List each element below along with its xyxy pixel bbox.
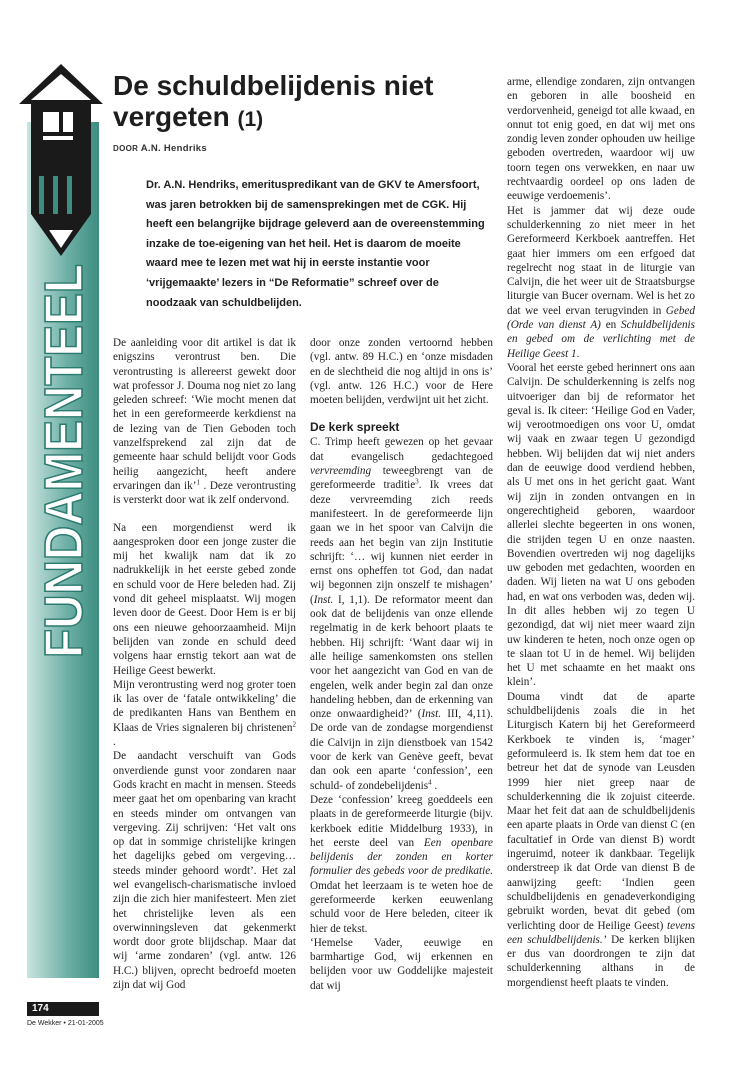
paragraph: De aanleiding voor dit artikel is dat ik enigszins verontrust ben. Die verontrusting is allereerst gewekt door wat professor J. Douma nog niet zo lang geleden schreef: ‘Wie mocht menen dat het in een gereformeerde kerkdienst na de lezing van de Tien Geboden toch vanzelfsprekend zal zijn dat de gemeente haar schuld belijdt voor Gods heilig aangezicht, heeft andere ervaringen dan ik’$^1$ . Deze verontrusting is versterkt door wat ik zelf ondervond.	[113, 337, 296, 507]
page-number: 174	[27, 1002, 99, 1016]
paragraph: Na een morgendienst werd ik aangesproken door een jonge zuster die mij het kwalijk nam dat ik zo nadrukkelijk in het eerste gebed zonde en schuld voor de Here beleden had. Zij vond dit geheel misplaatst. Wij mogen leven door de Geest. Door Hem is er bij ons een nieuwe gehoorzaamheid. Mijn belijden van zonde en schuld deed volgens haar ernstig tekort aan wat de Heilige Geest bewerkt.	[113, 521, 296, 677]
side-category-label	[30, 262, 96, 660]
section-heading: De kerk spreekt	[310, 420, 400, 435]
text-column-2	[310, 336, 493, 993]
paragraph: Deze ‘confession’ kreeg goeddeels een plaats in de gereformeerde liturgie (bijv. kerkboek editie Middelburg 1933), in het eerste deel van Een openbare belijdenis der zonden en korter formulier des gebeds voor de predikatie. Omdat het leerzaam is te weten hoe de gereformeerde kerken eeuwenlang schuld voor de Here beleden, citeer ik hier de tekst.	[310, 793, 493, 935]
footnote-ref[interactable]: 4	[428, 777, 432, 786]
side-category-text: FUNDAMENTEEL	[34, 262, 94, 658]
title-main: De schuldbelijdenis niet vergeten	[113, 70, 434, 132]
text-column-1	[113, 336, 296, 992]
byline	[113, 143, 207, 154]
paragraph: De aandacht verschuift van Gods onverdiende gunst voor zondaren naar Gods kracht en macht in mensen. Steeds meer gaat het om openbaring van kracht en steeds minder om ontvangen van vergeving. Zij schrijven: ‘Het valt ons op dat in sommige christelijke kringen het dagelijks gebed om vergeving… steeds minder gehoord wordt’. Het zal wel evangelisch-charismatische invloed zijn die zich hier manifesteert. Men ziet het christelijke leven als een overwinningsleven dat gekenmerkt wordt door grote blijdschap. Maar dat wij ‘arme zondaren’ (vgl. antw. 126 H.C.) blijven, oprecht bedroefd moeten zijn dat wij God	[113, 750, 296, 992]
author-name: A.N. Hendriks	[140, 143, 207, 154]
paragraph: Douma vindt dat de aparte schuldbelijdenis zoals die in het Liturgisch Katern bij het Gereformeerd Kerkboek te vinden is, ‘mager’ geformuleerd is. Ik stem hem dat toe en betreur het dat de synode van Leusden 1999 hier niet greep naar de schulderkenning die ik zojuist citeerde. Maar het feit dat aan de schuldbelijdenis een aparte plaats in Orde van dienst C (en facultatief in Orde van dienst B) wordt ingeruimd, noteer ik dankbaar. Tegelijk onderstreep ik dat Orde van dienst B de aanwijzing geeft: ‘Indien geen schuldbelijdenis en genadeverkondiging gebruikt worden, bevat dit gebed (om verlichting door de Heilige Geest) tevens een schuldbelijdenis.’ De kerken blijken er dus van doordrongen te zijn dat schulderkenning althans in de morgendienst heeft plaats te vinden.	[507, 690, 695, 989]
paragraph: Het is jammer dat wij deze oude schulderkenning zo niet meer in het Gereformeerd Kerkboek aantreffen. Het gaat hier immers om een erfgoed dat regelrecht nog staat in de liturgie van Calvijn, die het weer uit de Straatsburgse liturgie van Bucer overnam. Wel is het zo dat we veel ervan terugvinden in Gebed (Orde van dienst A) en Schuldbelijdenis en gebed om de verlichting met de Heilige Geest 1.	[507, 204, 695, 360]
paragraph: arme, ellendige zondaren, zijn ontvangen en geboren in alle boosheid en verdorvenheid, geneigd tot alle kwaad, en onnut tot enig goed, en dat wij met ons zondig leven zonder ophouden uw heilige geboden overtreden, waardoor wij uw toorn tegen ons verwekken, en naar uw rechtvaardig oordeel op ons laden de eeuwige verdoemenis’.	[507, 76, 695, 203]
paragraph: C. Trimp heeft gewezen op het gevaar dat evangelisch gedachtegoed vervreemding teweegbrengt van de gereformeerde traditie$^3$. Ik vrees dat deze vervreemding zich reeds manifesteert. In de gereformeerde lijn gaan we in het spoor van Calvijn die reeds aan het begin van zijn Institutie schrijft: ‘… wij kunnen niet eerder in ernst ons opheffen tot God, dan nadat wij begonnen zijn onszelf te mishagen’ (Inst. I, 1,1). De reformator meent dan ook dat de belijdenis van onze ellende regelmatig in de kerk behoort plaats te hebben. Hij schrijft: ‘Want daar wij in alle heilige samenkomsten ons stellen voor het aangezicht van God en van de engelen, welk ander begin zal dan onze handeling hebben, dan de erkenning van onze onwaardigheid?’ (Inst. III, 4,11). De orde van de zondagse morgendienst die Calvijn in zijn dienstboek van 1542 voor de kerk van Genève geeft, bevat dan ook een aparte ‘confession’, een schuld- of zondebelijdenis$^4$ .	[310, 436, 493, 792]
paragraph: ‘Hemelse Vader, eeuwige en barmhartige God, wij erkennen en belijden voor uw Goddelijke majesteit dat wij	[310, 936, 493, 992]
article-title	[113, 70, 493, 135]
title-part: (1)	[237, 108, 264, 131]
pencil-house-icon	[17, 60, 105, 260]
byline-prefix: DOOR	[113, 144, 139, 153]
issue-label: De Wekker • 21-01-2005	[27, 1020, 104, 1027]
paragraph: door onze zonden vertoornd hebben (vgl. antw. 89 H.C.) en ‘onze misdaden en de slechtheid die nog altijd in ons is’ (vgl. antw. 126 H.C.) voor de Here moeten belijden, verdwijnt uit het zicht.	[310, 337, 493, 407]
footnote-ref[interactable]: 3	[415, 477, 419, 486]
article-lead: Dr. A.N. Hendriks, emerituspredikant van de GKV te Amersfoort, was jaren betrokken bij de samensprekingen met de CGK. Hij heeft een belangrijke bijdrage geleverd aan de overeenstemming inzake de toe-eigening van het heil. Het is daarom de moeite waard mee te lezen met wat hij in eerste instantie voor ‘vrijgemaakte’ lezers in “De Reformatie” schreef over de noodzaak van schuldbelijden.	[146, 179, 485, 309]
text-column-3	[507, 75, 695, 990]
paragraph: Vooral het eerste gebed herinnert ons aan Calvijn. De schulderkenning is zelfs nog uitvoeriger dan bij de reformator het geval is. Ik citeer: ‘Heilige God en Vader, wij verootmoedigen ons voor U, omdat wij vaak en zwaar tegen U gezondigd hebben. Wij belijden dat wij niet anders dan de eeuwige dood verdiend hebben, als U met ons in het gericht gaat. Want wij zijn in zonden ontvangen en in ongerechtigheid geboren, waardoor allerlei slechte begeerten in ons wonen, die strijden tegen U en onze naasten. Bovendien overtreden wij nog dagelijks uw geboden met gedachten, woorden en daden. Wij lieten na wat U ons geboden had, en wat ons verboden was, deden wij. In dit alles hebben wij zo tegen U gezondigd, dat wij niet meer waard zijn uw kinderen te heten, noch onze ogen op te slaan tot U in de hemel. Wij belijden het U met schaamte en het maakt ons klein’.	[507, 361, 695, 689]
footnote-ref[interactable]: 1	[196, 478, 200, 487]
paragraph: Mijn verontrusting werd nog groter toen ik las over de ‘fatale ontwikkeling’ die de predikanten Hans van Benthem en Klaas de Vries signaleren bij christenen$^2$ .	[113, 678, 296, 749]
footnote-ref[interactable]: 2	[292, 719, 296, 728]
